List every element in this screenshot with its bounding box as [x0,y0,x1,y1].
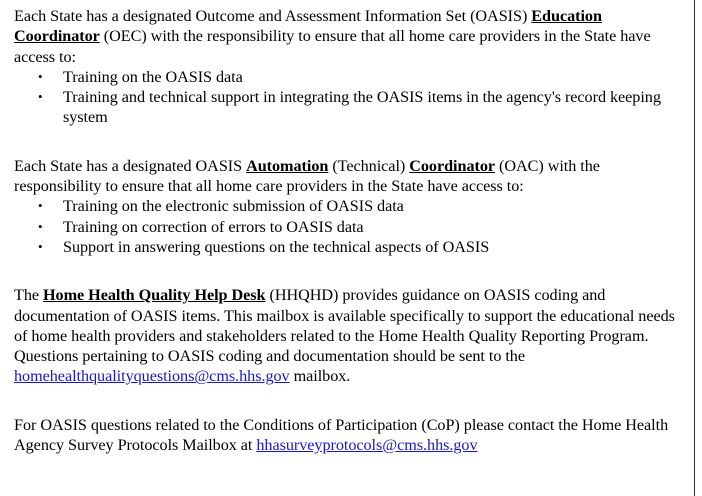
bullet-icon: • [38,68,43,84]
bullet-icon: • [38,198,43,214]
section-spacer [14,128,682,156]
list-item [14,196,682,216]
paragraph-oec-intro [14,6,682,67]
hhqhd-text-part3: mailbox. [289,367,351,386]
list-item-label: Training and technical support in integrating the OASIS items in the agency's record keeping system [63,88,661,127]
oac-intro-text-part2: (Technical) [328,156,410,175]
list-item [14,67,682,87]
paragraph-hhqhd [14,285,682,386]
oec-bullet-list [14,67,682,128]
oac-intro-text-part1: Each State has a designated OASIS [14,156,247,175]
oec-heading-education-coordinator: Education Coordinator [14,7,602,46]
hhqhd-text-part2: (HHQHD) provides guidance on OASIS coding and documentation of OASIS items. This mailbox is available specifically to support the educational needs of home health providers and stakeholders related to the Home Health Quality Reporting Program. Questions pertaining to OASIS coding and documentation should be sent to the [14,286,675,366]
list-item [14,237,682,257]
bullet-icon: • [38,218,43,234]
list-item-label: Training on correction of errors to OASIS data [63,217,364,236]
paragraph-cop [14,415,682,456]
list-item-label: Training on the electronic submission of OASIS data [63,197,404,216]
email-link-homehealthqualityquestions[interactable]: homehealthqualityquestions@cms.hhs.gov [14,367,290,386]
hhqhd-text-part1: The [14,286,44,305]
hhqhd-heading-help-desk: Home Health Quality Help Desk [43,286,266,305]
oac-bullet-list [14,196,682,257]
bullet-icon: • [38,238,43,254]
list-item [14,87,682,128]
page-edge-rule [694,0,695,496]
list-item [14,217,682,237]
section-spacer [14,387,682,415]
list-item-label: Support in answering questions on the technical aspects of OASIS [63,237,490,256]
oac-heading-automation: Automation [246,156,329,175]
bullet-icon: • [38,89,43,105]
section-spacer [14,257,682,285]
oac-intro-text-part3: (OAC) with the responsibility to ensure that all home care providers in the State have access to: [14,156,600,196]
email-link-hhasurveyprotocols[interactable]: hhasurveyprotocols@cms.hhs.gov [256,436,478,455]
oec-intro-text-part2: (OEC) with the responsibility to ensure that all home care providers in the State have access to: [14,27,651,66]
oac-heading-coordinator: Coordinator [409,156,496,175]
paragraph-oac-intro [14,156,682,197]
oec-intro-text-part1: Each State has a designated Outcome and Assessment Information Set (OASIS) [14,7,532,25]
cop-text-part1: For OASIS questions related to the Conditions of Participation (CoP) please contact the Home Health Agency Survey Protocols Mailbox at [14,415,669,455]
list-item-label: Training on the OASIS data [63,67,243,86]
